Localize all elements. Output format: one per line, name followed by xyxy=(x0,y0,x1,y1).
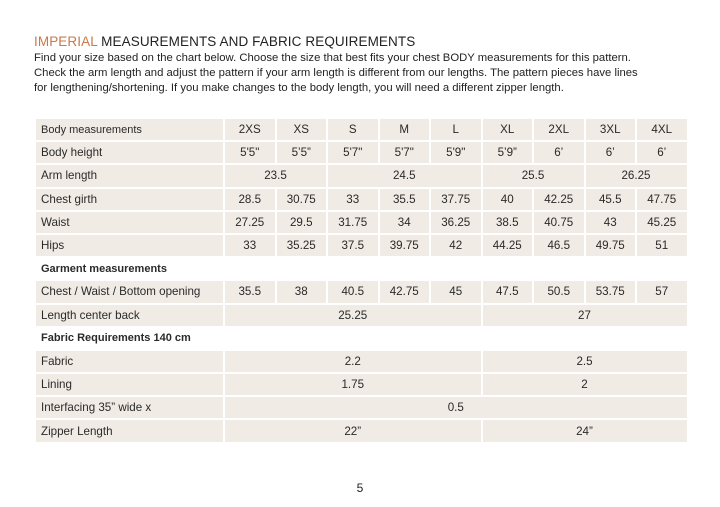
section-heading: Garment measurements xyxy=(36,258,687,279)
table-cell: 33 xyxy=(225,235,275,256)
table-row xyxy=(36,281,687,302)
row-label: Waist xyxy=(36,212,223,233)
intro-line: Check the arm length and adjust the pattern if your arm length is different from our lengths. The pattern pieces have lines xyxy=(34,67,638,79)
table-cell: 5'7" xyxy=(380,142,430,163)
table-cell: 35.5 xyxy=(225,281,275,302)
page-number: 5 xyxy=(356,481,364,495)
table-cell: 31.75 xyxy=(328,212,378,233)
size-header: 2XS xyxy=(225,119,275,140)
table-cell: 5'5" xyxy=(225,142,275,163)
table-cell: 22” xyxy=(225,420,481,441)
table-cell: 40 xyxy=(483,189,533,210)
table-row xyxy=(36,420,687,441)
table-cell: 35.5 xyxy=(380,189,430,210)
row-label: Lining xyxy=(36,374,223,395)
section-header-row xyxy=(36,258,687,279)
heading-accent: IMPERIAL xyxy=(34,34,98,49)
row-label: Length center back xyxy=(36,305,223,326)
table-cell: 6’ xyxy=(586,142,636,163)
table-cell: 42.75 xyxy=(380,281,430,302)
table-cell: 5'9" xyxy=(431,142,481,163)
table-cell: 45 xyxy=(431,281,481,302)
table-cell: 42 xyxy=(431,235,481,256)
table-cell: 45.5 xyxy=(586,189,636,210)
table-cell: 51 xyxy=(637,235,687,256)
row-label: Chest / Waist / Bottom opening xyxy=(36,281,223,302)
table-row xyxy=(36,212,687,233)
table-cell: 23.5 xyxy=(225,165,326,186)
table-cell: 6’ xyxy=(637,142,687,163)
table-cell: 49.75 xyxy=(586,235,636,256)
size-header: XS xyxy=(277,119,327,140)
table-cell: 2.5 xyxy=(483,351,687,372)
table-cell: 35.25 xyxy=(277,235,327,256)
table-cell: 39.75 xyxy=(380,235,430,256)
row-label: Zipper Length xyxy=(36,420,223,441)
table-cell: 6’ xyxy=(534,142,584,163)
intro-paragraph xyxy=(34,51,694,96)
size-header: S xyxy=(328,119,378,140)
table-row xyxy=(36,165,687,186)
table-row xyxy=(36,351,687,372)
table-cell: 26.25 xyxy=(586,165,687,186)
table-cell: 40.5 xyxy=(328,281,378,302)
row-label: Fabric xyxy=(36,351,223,372)
table-cell: 38.5 xyxy=(483,212,533,233)
row-label: Body height xyxy=(36,142,223,163)
table-cell: 47.5 xyxy=(483,281,533,302)
intro-line: Find your size based on the chart below. Choose the size that best fits your chest BODY measurements for this pattern. xyxy=(34,52,631,64)
table-cell: 25.25 xyxy=(225,305,481,326)
table-cell: 57 xyxy=(637,281,687,302)
table-cell: 28.5 xyxy=(225,189,275,210)
table-cell: 24.5 xyxy=(328,165,481,186)
table-row xyxy=(36,235,687,256)
table-cell: 24” xyxy=(483,420,687,441)
table-cell: 2 xyxy=(483,374,687,395)
table-cell: 0.5 xyxy=(225,397,687,418)
table-cell: 44.25 xyxy=(483,235,533,256)
table-cell: 34 xyxy=(380,212,430,233)
row-label: Arm length xyxy=(36,165,223,186)
page-heading xyxy=(34,34,415,49)
measurements-table xyxy=(34,117,689,444)
row-label: Interfacing 35” wide x xyxy=(36,397,223,418)
table-cell: 30.75 xyxy=(277,189,327,210)
table-cell: 27 xyxy=(483,305,687,326)
table-row xyxy=(36,305,687,326)
table-cell: 45.25 xyxy=(637,212,687,233)
table-cell: 25.5 xyxy=(483,165,584,186)
row-label: Chest girth xyxy=(36,189,223,210)
table-cell: 47.75 xyxy=(637,189,687,210)
table-row xyxy=(36,397,687,418)
table-cell: 36.25 xyxy=(431,212,481,233)
table-row xyxy=(36,142,687,163)
size-header: 2XL xyxy=(534,119,584,140)
table-cell: 1.75 xyxy=(225,374,481,395)
intro-line: for lengthening/shortening. If you make changes to the body length, you will need a different zipper length. xyxy=(34,82,564,94)
table-cell: 5'7" xyxy=(328,142,378,163)
table-cell: 27.25 xyxy=(225,212,275,233)
table-row xyxy=(36,189,687,210)
table-cell: 5’9” xyxy=(483,142,533,163)
table-cell: 33 xyxy=(328,189,378,210)
table-cell: 53.75 xyxy=(586,281,636,302)
table-cell: 43 xyxy=(586,212,636,233)
size-header: L xyxy=(431,119,481,140)
size-header: 4XL xyxy=(637,119,687,140)
table-cell: 37.75 xyxy=(431,189,481,210)
table-cell: 29.5 xyxy=(277,212,327,233)
table-row xyxy=(36,374,687,395)
row-label: Hips xyxy=(36,235,223,256)
size-header: M xyxy=(380,119,430,140)
table-cell: 46.5 xyxy=(534,235,584,256)
section-header-row xyxy=(36,328,687,349)
table-cell: 50.5 xyxy=(534,281,584,302)
table-cell: 37.5 xyxy=(328,235,378,256)
size-header: XL xyxy=(483,119,533,140)
table-cell: 5’5” xyxy=(277,142,327,163)
size-header: 3XL xyxy=(586,119,636,140)
table-cell: 40.75 xyxy=(534,212,584,233)
table-cell: 2.2 xyxy=(225,351,481,372)
table-cell: 42.25 xyxy=(534,189,584,210)
header-label: Body measurements xyxy=(36,119,223,140)
heading-rest: MEASUREMENTS AND FABRIC REQUIREMENTS xyxy=(97,34,416,49)
table-cell: 38 xyxy=(277,281,327,302)
section-heading: Fabric Requirements 140 cm xyxy=(36,328,687,349)
table-header-row xyxy=(36,119,687,140)
